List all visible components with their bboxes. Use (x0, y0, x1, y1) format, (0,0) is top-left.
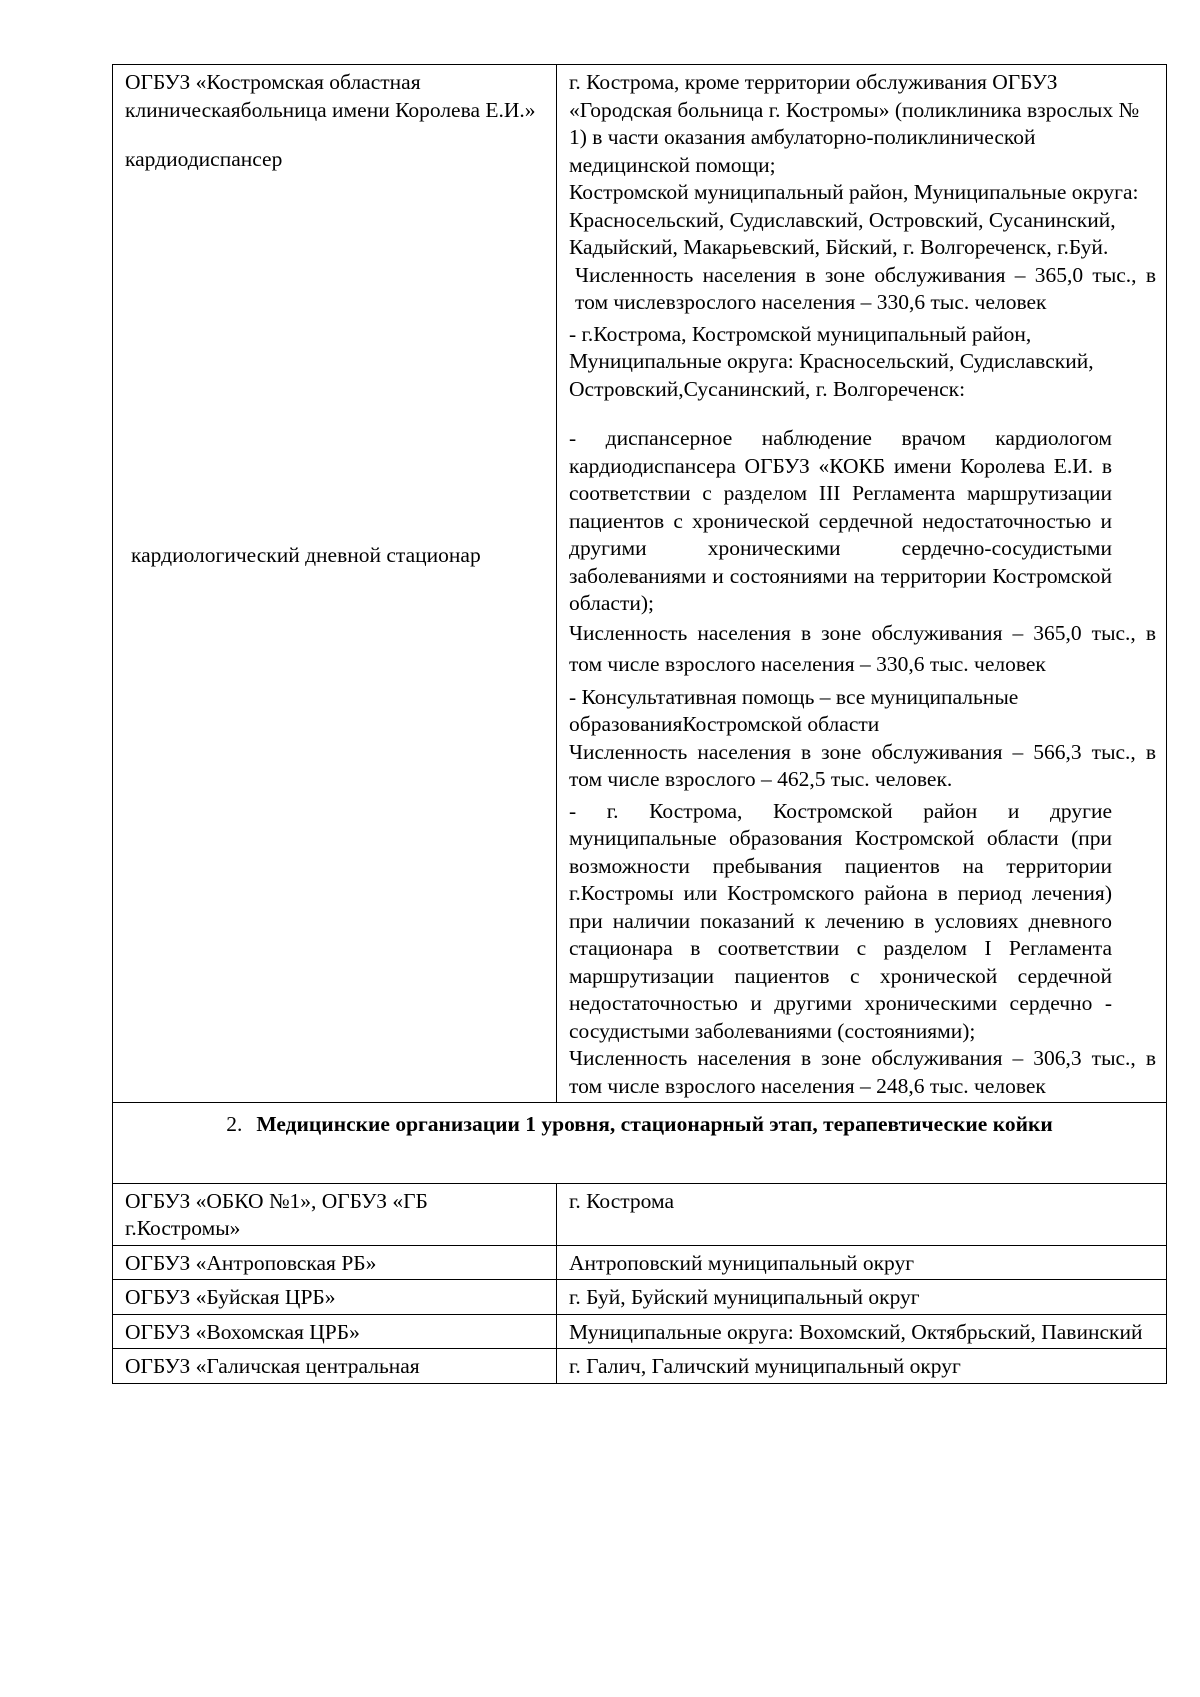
area-para: г. Кострома, кроме территории обслуживания ОГБУЗ «Городская больница г. Костромы» (поликлиника взрослых № 1) в части оказания амбулаторно-поликлинической медицинской помощи; (569, 70, 1140, 177)
section-number: 2. (226, 1112, 243, 1136)
area-cell: г. Галич, Галичский муниципальный округ (557, 1349, 1167, 1384)
area-cell (557, 65, 1167, 1103)
area-cell: Муниципальные округа: Вохомский, Октябрьский, Павинский (557, 1314, 1167, 1349)
org-name: ОГБУЗ «Костромская областная клиническаябольница имени Королева Е.И.» (125, 70, 536, 122)
table-row (113, 1349, 1167, 1384)
org-cell: ОГБУЗ «Галичская центральная (113, 1349, 557, 1384)
area-cell: Антроповский муниципальный округ (557, 1245, 1167, 1280)
routing-table (112, 64, 1167, 1384)
org-cell: ОГБУЗ «Буйская ЦРБ» (113, 1280, 557, 1315)
org-cell: ОГБУЗ «ОБКО №1», ОГБУЗ «ГБ г.Костромы» (113, 1183, 557, 1245)
org-sub-day: кардиологический дневной стационар (131, 542, 481, 567)
org-cell: ОГБУЗ «Вохомская ЦРБ» (113, 1314, 557, 1349)
area-para: Численность населения в зоне обслуживания – 365,0 тыс., в том числе взрослого населения – 330,6 тыс. человек (569, 620, 1156, 676)
area-para: Численность населения в зоне обслуживания – 306,3 тыс., в том числе взрослого населения – 248,6 тыс. человек (569, 1046, 1156, 1098)
area-para: - диспансерное наблюдение врачом кардиологом кардиодиспансера ОГБУЗ «КОКБ имени Королева Е.И. в соответствии с разделом III Регламента маршрутизации пациентов с хронической сердечной недостаточностью и другими хроническими сердечно-сосудистыми заболеваниями и состояниями на территории Костромской области); (569, 426, 1112, 615)
table-row (113, 65, 1167, 1103)
section-header-row (113, 1103, 1167, 1184)
area-para: Численность населения в зоне обслуживания – 566,3 тыс., в том числе взрослого – 462,5 тыс. человек. (569, 739, 1156, 791)
area-para: - г. Кострома, Костромской район и другие муниципальные образования Костромской области (при возможности пребывания пациентов на территории г.Костромы или Костромского района в период лечения) при наличии показаний к лечению в условиях дневного стационара в соответствии с разделом I Регламента маршрутизации пациентов с хронической сердечной недостаточностью и другими хроническими сердечно - сосудистыми заболеваниями (состояниями); (569, 798, 1112, 1043)
table-row (113, 1314, 1167, 1349)
area-para: - г.Кострома, Костромской муниципальный район, Муниципальные округа: Красносельский, Судиславский, Островский,Сусанинский, г. Волгореченск: (569, 321, 1094, 401)
org-sub-cardio: кардиодиспансер (125, 147, 283, 171)
table-row (113, 1280, 1167, 1315)
org-cell (113, 65, 557, 1103)
table-row (113, 1245, 1167, 1280)
area-cell: г. Буй, Буйский муниципальный округ (557, 1280, 1167, 1315)
org-cell: ОГБУЗ «Антроповская РБ» (113, 1245, 557, 1280)
area-para: Численность населения в зоне обслуживания – 365,0 тыс., в том числевзрослого населения – 330,6 тыс. человек (575, 262, 1156, 314)
area-cell: г. Кострома (557, 1183, 1167, 1245)
area-para: - Консультативная помощь – все муниципальные образованияКостромской области (569, 684, 1019, 736)
section-title: Медицинские организации 1 уровня, стационарный этап, терапевтические койки (256, 1112, 1053, 1136)
area-para: Костромской муниципальный район, Муниципальные округа: Красносельский, Судиславский, Островский, Сусанинский, Кадыйский, Макарьевский, Бйский, г. Волгореченск, г.Буй. (569, 180, 1139, 259)
section-header (113, 1103, 1167, 1184)
document-page (112, 64, 1166, 1384)
table-row (113, 1183, 1167, 1245)
